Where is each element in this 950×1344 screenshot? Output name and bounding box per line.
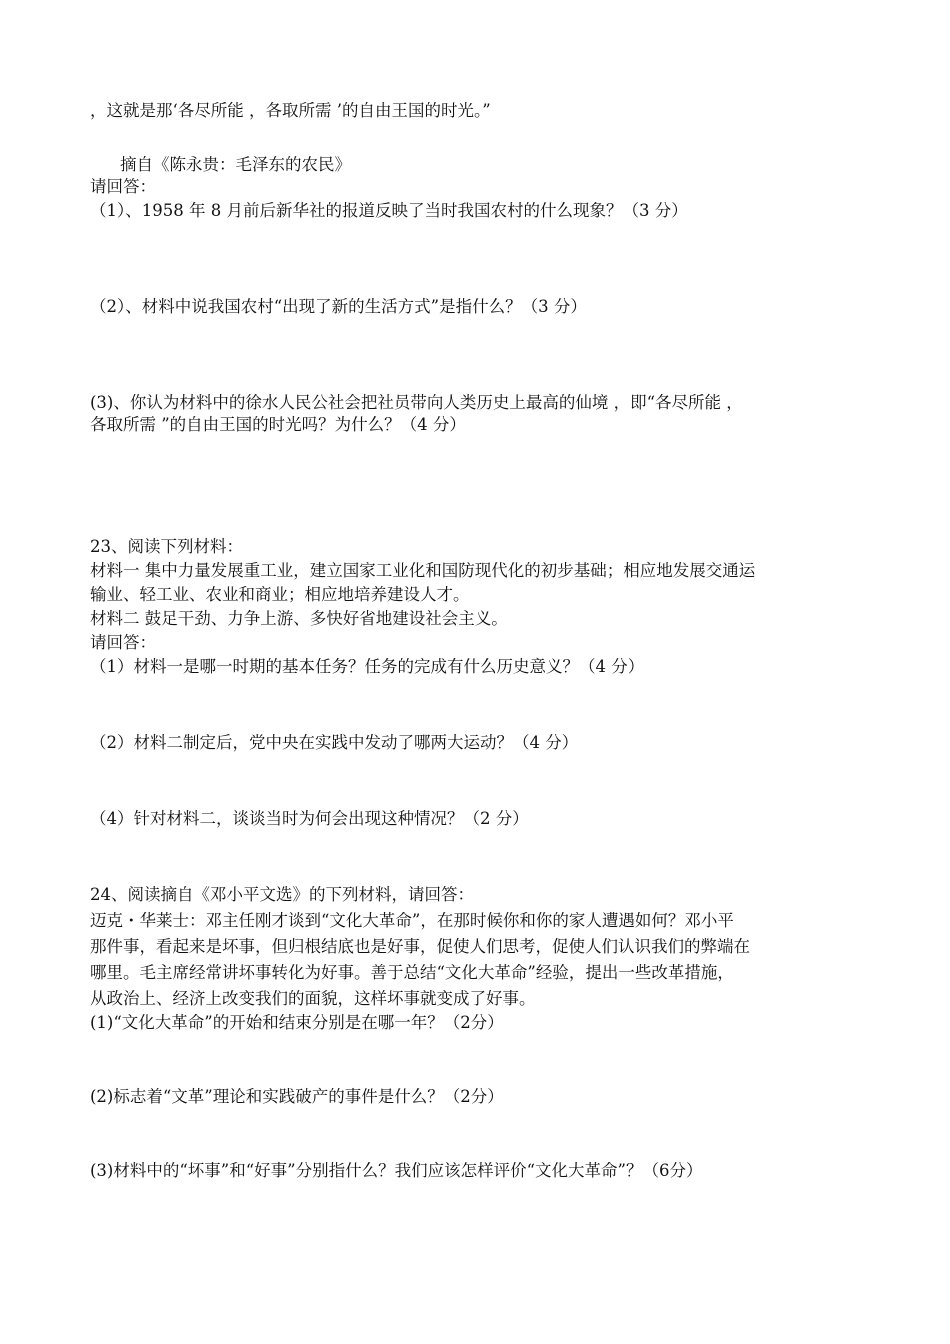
q23-question-2: （2）材料二制定后，党中央在实践中发动了哪两大运动？（4 分） bbox=[90, 733, 579, 752]
q23-material-1-line2: 输业、轻工业、农业和商业；相应地培养建设人才。 bbox=[90, 585, 470, 604]
q23-question-4: （4）针对材料二，谈谈当时为何会出现这种情况？（2 分） bbox=[90, 809, 529, 828]
q24-question-1: (1)“文化大革命”的开始和结束分别是在哪一年？（2分） bbox=[90, 1013, 504, 1032]
q22-quote-tail: ，这就是那‘各尽所能 ，各取所需 ’的自由王国的时光。” bbox=[90, 101, 491, 120]
q22-question-2: （2）、材料中说我国农村“出现了新的生活方式”是指什么？（3 分） bbox=[90, 297, 587, 316]
q22-question-3-line1: (3)、你认为材料中的徐水人民公社会把社员带向人类历史上最高的仙境 ，即“各尽所能 ， bbox=[90, 393, 743, 412]
q24-passage-line1: 迈克・华莱士：邓主任刚才谈到“文化大革命”，在那时候你和你的家人遭遇如何？邓小平 bbox=[90, 911, 734, 930]
q22-question-1: （1）、1958 年 8 月前后新华社的报道反映了当时我国农村的什么现象？（3 分） bbox=[90, 201, 688, 220]
q24-header: 24、阅读摘自《邓小平文选》的下列材料，请回答： bbox=[90, 885, 474, 904]
q23-header: 23、阅读下列材料： bbox=[90, 537, 243, 556]
q23-question-1: （1）材料一是哪一时期的基本任务？任务的完成有什么历史意义？（4 分） bbox=[90, 657, 645, 676]
q24-question-3: (3)材料中的“坏事”和“好事”分别指什么？我们应该怎样评价“文化大革命”？（6分） bbox=[90, 1161, 703, 1180]
q23-material-2: 材料二 鼓足干劲、力争上游、多快好省地建设社会主义。 bbox=[90, 609, 508, 628]
q24-question-2: (2)标志着“文革”理论和实践破产的事件是什么？（2分） bbox=[90, 1087, 504, 1106]
q23-prompt: 请回答： bbox=[90, 633, 156, 652]
q22-question-3-line2: 各取所需 ”的自由王国的时光吗？为什么？（4 分） bbox=[90, 415, 466, 434]
q23-material-1-line1: 材料一 集中力量发展重工业，建立国家工业化和国防现代化的初步基础；相应地发展交通运 bbox=[90, 561, 756, 580]
q22-source: 摘自《陈永贵：毛泽东的农民》 bbox=[120, 155, 351, 174]
q24-passage-line4: 从政治上、经济上改变我们的面貌，这样坏事就变成了好事。 bbox=[90, 989, 536, 1008]
q22-prompt: 请回答： bbox=[90, 177, 156, 196]
q24-passage-line2: 那件事，看起来是坏事，但归根结底也是好事，促使人们思考，促使人们认识我们的弊端在 bbox=[90, 937, 750, 956]
q24-passage-line3: 哪里。毛主席经常讲坏事转化为好事。善于总结“文化大革命”经验，提出一些改革措施， bbox=[90, 963, 734, 982]
